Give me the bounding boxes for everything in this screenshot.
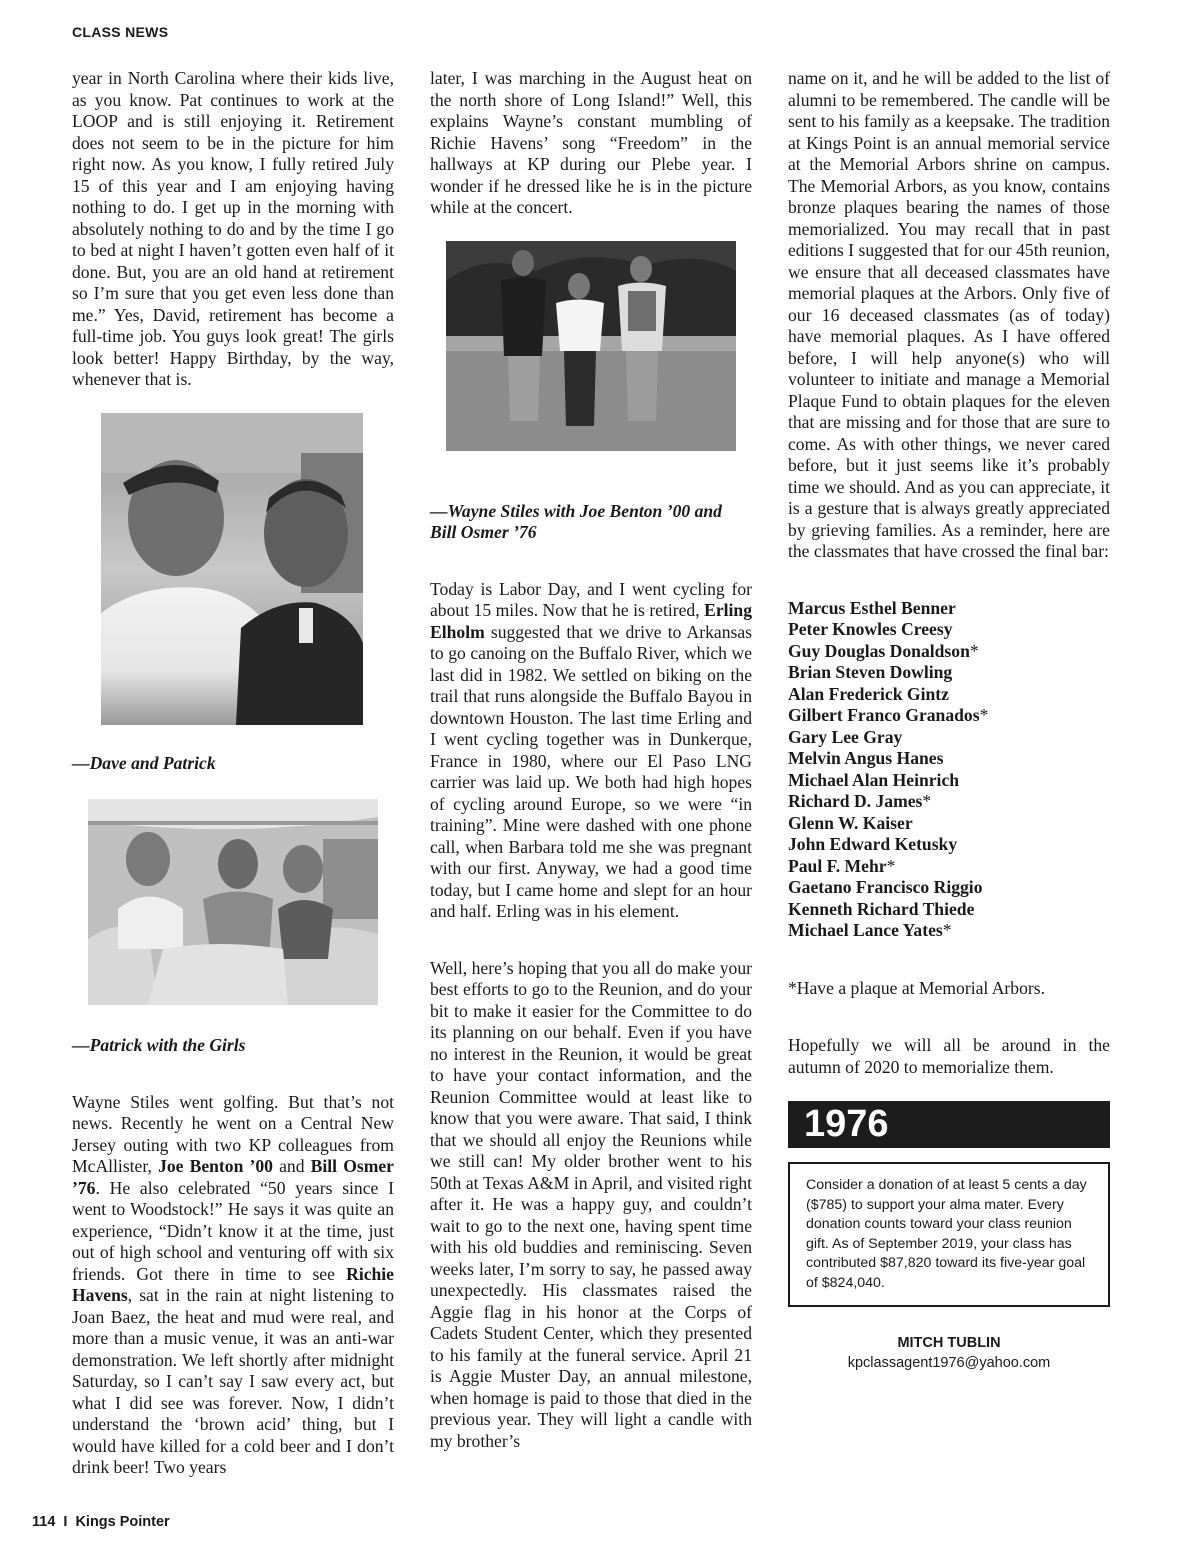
class-agent-name: MITCH TUBLIN: [897, 1335, 1001, 1351]
column-2: [430, 68, 752, 1452]
list-item: Paul F. Mehr*: [788, 855, 896, 876]
person-name: Bill Osmer ’76: [72, 1156, 394, 1198]
page-footer: [32, 1514, 170, 1530]
body-paragraph: Hopefully we will all be around in the autumn of 2020 to memorialize them.: [788, 1035, 1110, 1077]
class-year-banner: 1976: [788, 1101, 1110, 1148]
photo-caption: —Dave and Patrick: [72, 752, 216, 773]
body-paragraph: later, I was marching in the August heat on the north shore of Long Island!” Well, this explains Wayne’s constant mumbling of Richie Havens’ song “Freedom” in the hallways at KP during our Plebe year. I wonder if he dressed like he is in the picture while at the concert.: [430, 68, 752, 217]
text-run: suggested that we drive to Arkansas to go canoing on the Buffalo River, which we last did in 1982. We settled on biking on the trail that runs alongside the Buffalo Bayou in downtown Houston. The last time Erling and I went cycling together was in Dunkerque, France in 1980, where our El Paso LNG carrier was laid up. We both had high hopes of cycling around Europe, so we were “in training”. Mine were dashed with one phone call, when Barbara told me she was pregnant with our first. Anyway, we had a good time today, but I came home and slept for an hour and half. Erling was in his element.: [430, 621, 752, 921]
list-item: Guy Douglas Donaldson*: [788, 640, 979, 661]
person-name: Richie Havens: [72, 1263, 394, 1305]
photo-patrick-with-the-girls: [88, 799, 378, 1005]
person-name: Joe Benton ’00: [158, 1156, 273, 1176]
list-item: Kenneth Richard Thiede: [788, 898, 975, 919]
text-run: . He also celebrated “50 years since I went to Woodstock!” He says it was quite an experience, “Didn’t know it at the time, just out of high school and venturing off with six friends. Got there in time to see: [72, 1177, 394, 1284]
list-item: Richard D. James*: [788, 791, 932, 811]
list-item: Melvin Angus Hanes: [788, 748, 944, 768]
photo-caption: —Wayne Stiles with Joe Benton ’00 and Bill Osmer ’76: [430, 500, 722, 542]
photo-wayne-stiles-golf: [446, 241, 736, 451]
footnote: *Have a plaque at Memorial Arbors.: [788, 977, 1045, 998]
person-name: Erling Elholm: [430, 600, 752, 642]
text-run: Wayne Stiles went golfing. But that’s not news. Recently he went on a Central New Jersey outing with two KP colleagues from McAllister,: [72, 1091, 394, 1176]
text-run: Today is Labor Day, and I went cycling for about 15 miles. Now that he is retired,: [430, 578, 752, 620]
photo-dave-and-patrick: [101, 413, 363, 725]
list-item: Michael Alan Heinrich: [788, 769, 960, 790]
list-item: Gaetano Francisco Riggio: [788, 877, 983, 897]
body-paragraph: [72, 1092, 394, 1479]
class-agent: [788, 1333, 1110, 1373]
page-number: 114: [32, 1514, 56, 1530]
column-1: [72, 68, 394, 1479]
list-item: Peter Knowles Creesy: [788, 619, 953, 639]
footer-separator: I: [63, 1514, 68, 1530]
photo-dave-and-patrick-image: [101, 413, 363, 725]
list-item: Alan Frederick Gintz: [788, 683, 949, 704]
list-item: Glenn W. Kaiser: [788, 812, 913, 833]
body-paragraph: year in North Carolina where their kids live, as you know. Pat continues to work at the LOOP and is still enjoying it. Retirement does not seem to be in the picture for him right now. As you know, I fully retired July 15 of this year and I am enjoying having nothing to do. I get up in the morning with absolutely nothing to do and by the time I go to bed at night I haven’t gotten even half of it done. But, you are an old hand at retirement so I’m sure that you get even less done than me.” Yes, David, retirement has become a full-time job. You guys look great! The girls look better! Happy Birthday, by the way, whenever that is.: [72, 68, 394, 389]
list-item: John Edward Ketusky: [788, 834, 958, 854]
class-agent-email: kpclassagent1976@yahoo.com: [847, 1355, 1051, 1371]
photo-caption: —Patrick with the Girls: [72, 1035, 246, 1055]
list-item: Gilbert Franco Granados*: [788, 705, 989, 725]
column-3: [788, 68, 1110, 1373]
body-paragraph: name on it, and he will be added to the list of alumni to be remembered. The candle will be sent to his family as a keepsake. The tradition at Kings Point is an annual memorial service at the Memorial Arbors shrine on campus. The Memorial Arbors, as you know, contains bronze plaques bearing the names of those memorialized. You may recall that in past editions I suggested that for our 45th reunion, we ensure that all deceased classmates have memorial plaques at the Arbors. Only five of our 16 deceased classmates (as of today) have memorial plaques. As I have offered before, I will help anyone(s) who will volunteer to initiate and manage a Memorial Plaque Fund to obtain plaques for the eleven that are missing and for those that are sure to come. As with other things, we never cared before, but it just seems like it’s probably time we should. And as you can appreciate, it is a gesture that is always greatly appreciated by grieving families. As a reminder, here are the classmates that have crossed the final bar:: [788, 68, 1110, 561]
section-header: CLASS NEWS: [72, 24, 169, 40]
photo-wayne-stiles-golf-image: [446, 241, 736, 451]
text-run: and: [279, 1156, 305, 1176]
list-item: Michael Lance Yates*: [788, 920, 952, 940]
donation-box: Consider a donation of at least 5 cents a day ($785) to support your alma mater. Every donation counts toward your class reunion gift. As of September 2019, your class has contributed $87,820 toward its five-year goal of $824,040.: [788, 1162, 1110, 1307]
deceased-classmates-list: [788, 598, 1110, 942]
body-paragraph: [430, 579, 752, 923]
list-item: Gary Lee Gray: [788, 726, 903, 747]
publication-name: Kings Pointer: [75, 1514, 170, 1530]
list-item: Marcus Esthel Benner: [788, 597, 956, 618]
body-paragraph: Well, here’s hoping that you all do make your best efforts to go to the Reunion, and do your bit to make it easier for the Committee to do its planning on our behalf. Even if you have no interest in the Reunion, it would be great to have your contact information, and the Reunion Committee would at least like to know that you were aware. That said, I think that we should all enjoy the Reunions while we still can! My older brother went to his 50th at Texas A&M in April, and visited right after it. He was a happy guy, and couldn’t wait to go to the next one, having spent time with his old buddies and reminiscing. Seven weeks later, I’m sorry to say, he passed away unexpectedly. His classmates raised the Aggie flag in his honor at the Corps of Cadets Student Center, which they presented to his family at the funeral service. April 21 is Aggie Muster Day, an annual milestone, when homage is paid to those that died in the previous year. They will light a candle with my brother’s: [430, 957, 752, 1451]
list-item: Brian Steven Dowling: [788, 662, 953, 682]
photo-patrick-with-the-girls-image: [88, 799, 378, 1005]
text-run: , sat in the rain at night listening to Joan Baez, the heat and mud were real, and more than a music venue, it was an anti-war demonstration. We left shortly after midnight Saturday, so I can’t say I saw every act, but what I did see was forever. Now, I didn’t understand the ‘brown acid’ thing, but I would have killed for a cold beer and I don’t drink beer! Two years: [72, 1285, 394, 1477]
